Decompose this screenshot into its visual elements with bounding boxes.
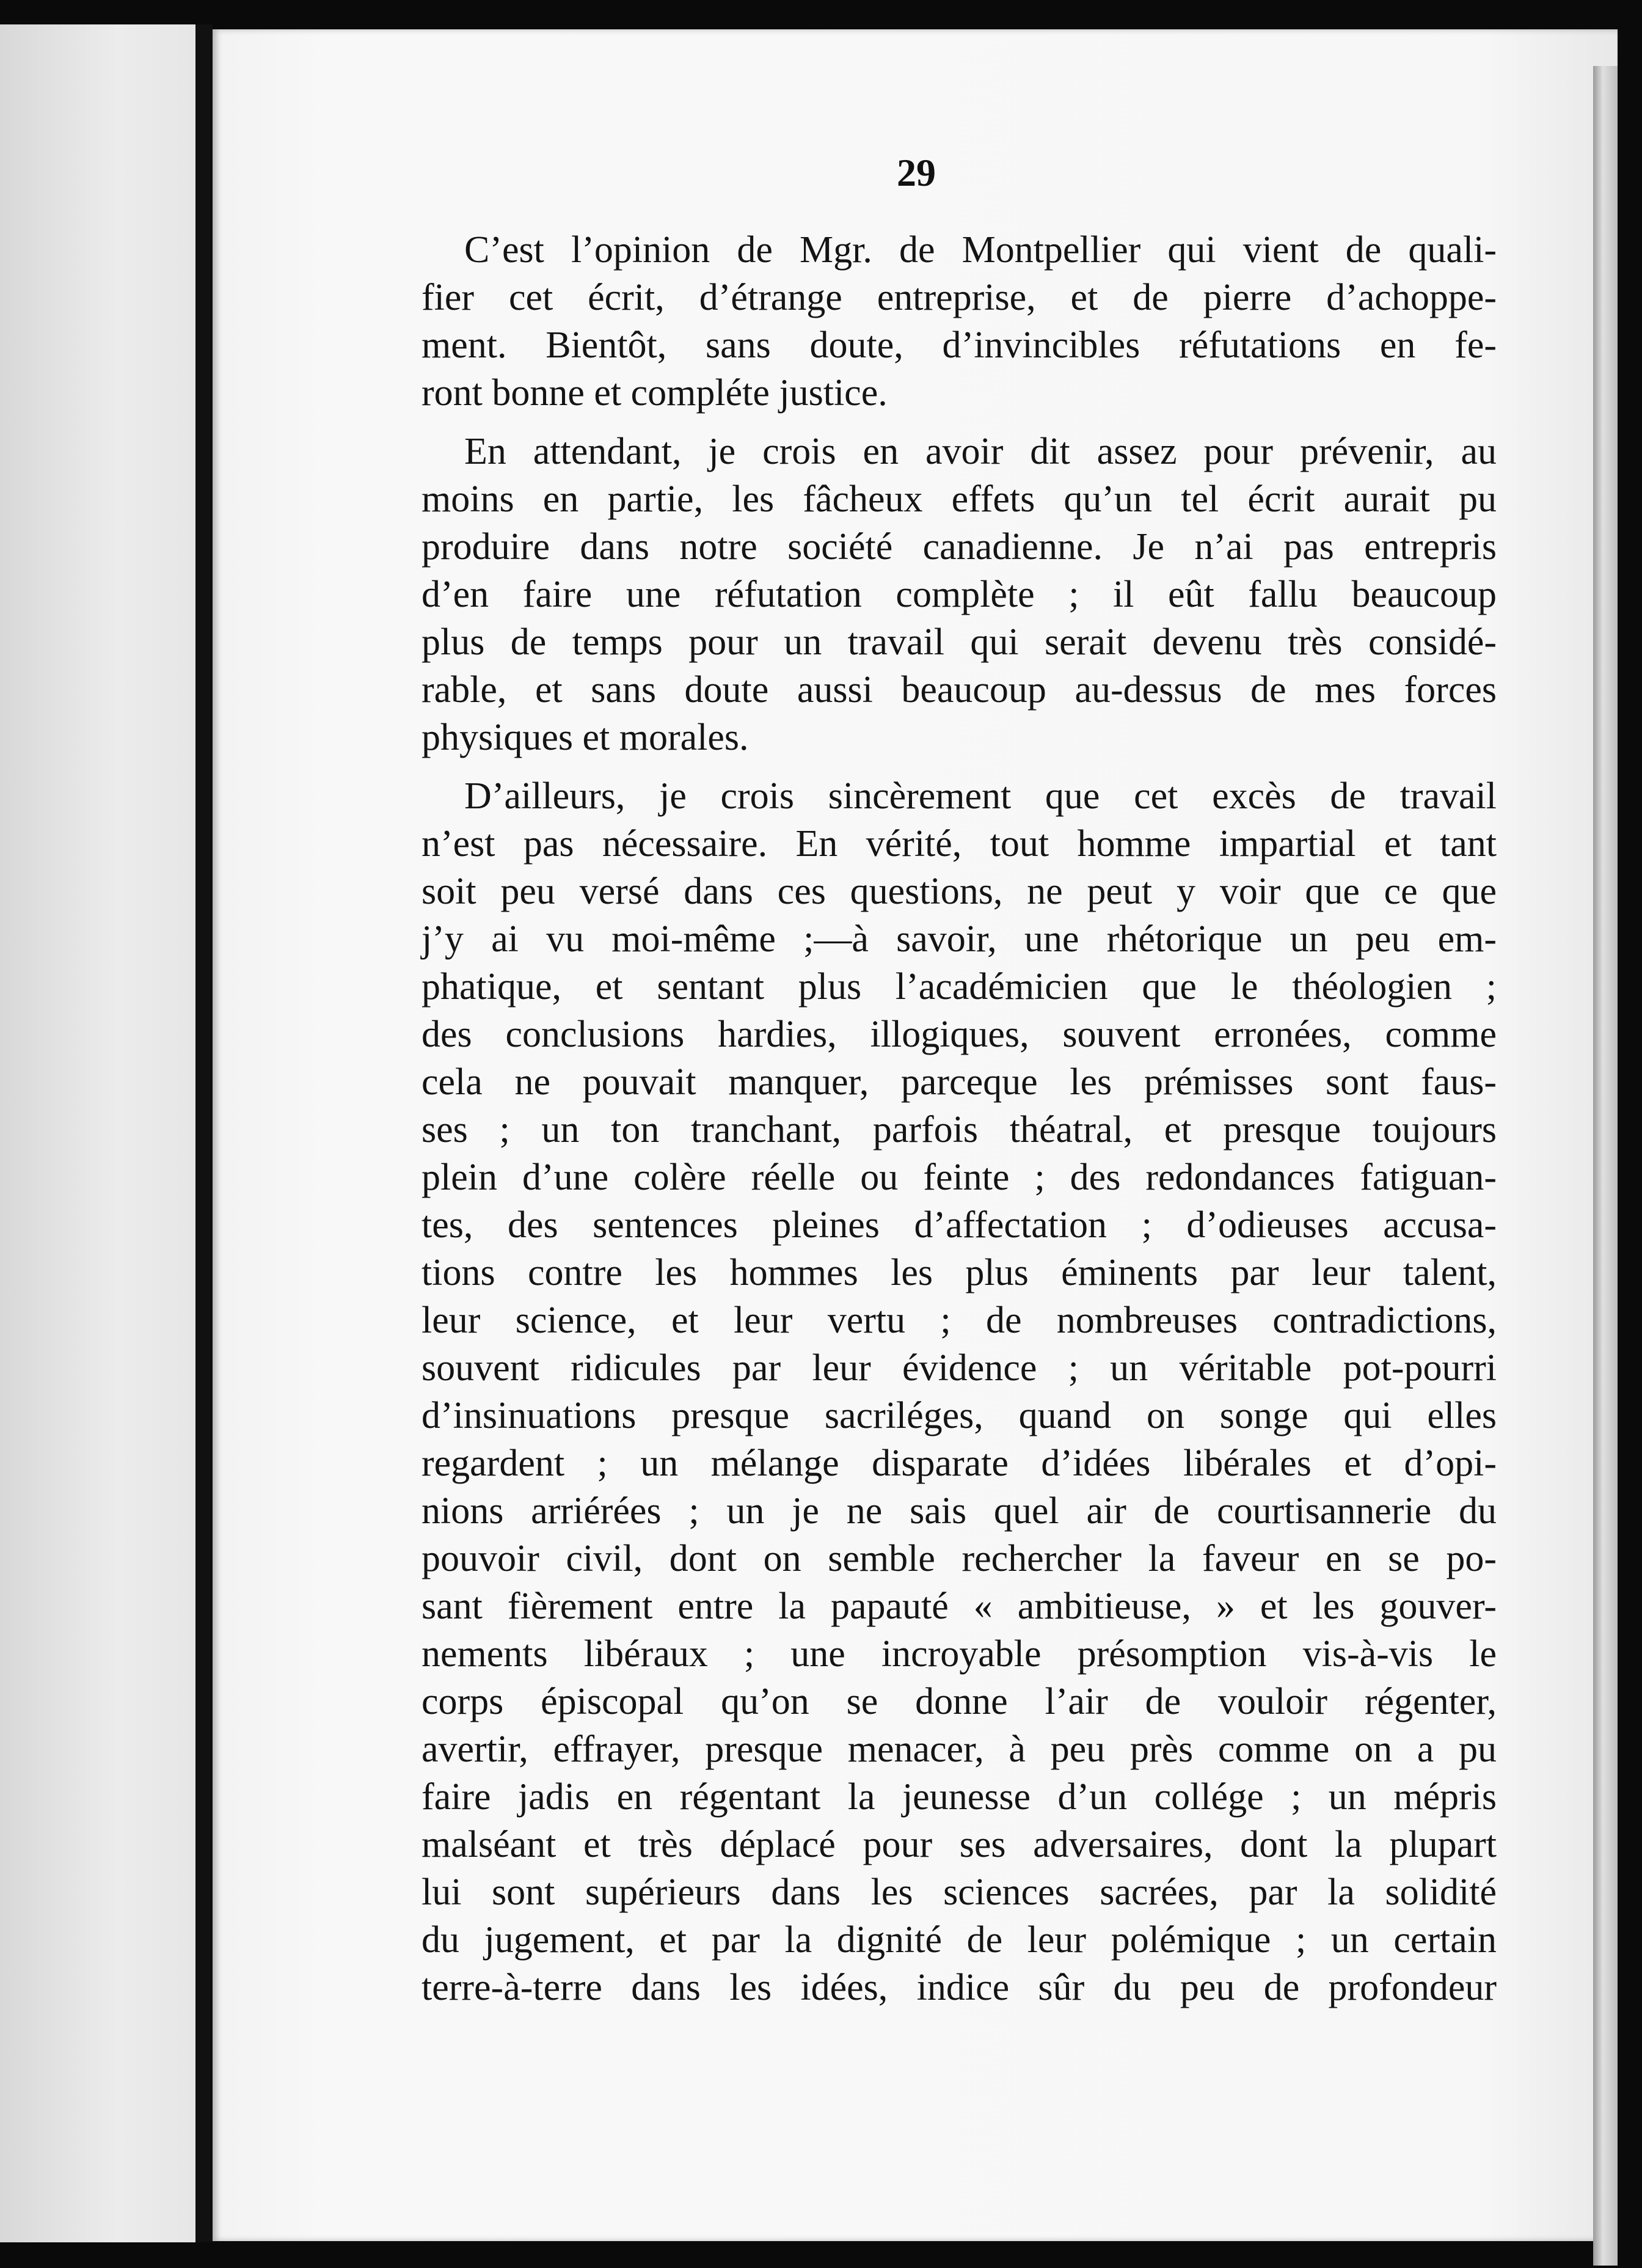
text-line: des conclusions hardies, illogiques, souvent erronées, comme: [421, 1014, 1497, 1055]
text-line: nions arriérées ; un je ne sais quel air de courtisannerie du: [421, 1490, 1497, 1532]
text-line: C’est l’opinion de Mgr. de Montpellier qui vient de quali-: [464, 229, 1497, 271]
text-line: tes, des sentences pleines d’affectation ; d’odieuses accusa-: [421, 1204, 1497, 1246]
text-line: ment. Bientôt, sans doute, d’invincibles réfutations en fe-: [421, 324, 1497, 366]
text-line: D’ailleurs, je crois sincèrement que cet excès de travail: [464, 775, 1497, 817]
text-line: d’insinuations presque sacriléges, quand on songe qui elles: [421, 1395, 1497, 1436]
text-line: produire dans notre société canadienne. Je n’ai pas entrepris: [421, 526, 1497, 568]
text-line: sant fièrement entre la papauté « ambitieuse, » et les gouver-: [421, 1586, 1497, 1627]
text-line: pouvoir civil, dont on semble rechercher la faveur en se po-: [421, 1538, 1497, 1579]
paragraph-2: [421, 428, 1497, 761]
text-line: regardent ; un mélange disparate d’idées libérales et d’opi-: [421, 1443, 1497, 1484]
text-line: corps épiscopal qu’on se donne l’air de vouloir régenter,: [421, 1681, 1497, 1722]
text-line: j’y ai vu moi-même ;—à savoir, une rhétorique un peu em-: [421, 918, 1497, 960]
page-edge: [1593, 66, 1618, 2266]
text-line: plus de temps pour un travail qui serait devenu très considé-: [421, 621, 1497, 663]
text-line: rable, et sans doute aussi beaucoup au-dessus de mes forces: [421, 669, 1497, 711]
text-line: faire jadis en régentant la jeunesse d’un collége ; un mépris: [421, 1776, 1497, 1818]
paragraph-3: [421, 772, 1497, 2011]
text-line: physiques et morales.: [421, 717, 749, 758]
left-page-fragment: [0, 24, 195, 2242]
text-line: d’en faire une réfutation complète ; il eût fallu beaucoup: [421, 574, 1497, 615]
text-line: leur science, et leur vertu ; de nombreuses contradictions,: [421, 1300, 1497, 1341]
text-line: phatique, et sentant plus l’académicien que le théologien ;: [421, 966, 1497, 1008]
text-line: ront bonne et compléte justice.: [421, 372, 888, 414]
text-line: nements libéraux ; une incroyable présomption vis-à-vis le: [421, 1633, 1497, 1675]
book-gutter: [195, 24, 213, 2242]
text-line: cela ne pouvait manquer, parceque les prémisses sont faus-: [421, 1061, 1497, 1103]
text-line: fier cet écrit, d’étrange entreprise, et de pierre d’achoppe-: [421, 277, 1497, 318]
text-line: du jugement, et par la dignité de leur polémique ; un certain: [421, 1919, 1497, 1961]
text-line: ses ; un ton tranchant, parfois théatral, et presque toujours: [421, 1109, 1497, 1150]
text-line: moins en partie, les fâcheux effets qu’un tel écrit aurait pu: [421, 478, 1497, 520]
text-line: souvent ridicules par leur évidence ; un véritable pot-pourri: [421, 1347, 1497, 1389]
text-line: En attendant, je crois en avoir dit assez pour prévenir, au: [464, 431, 1497, 472]
text-line: tions contre les hommes les plus éminents par leur talent,: [421, 1252, 1497, 1293]
page-number: 29: [897, 151, 936, 194]
text-line: soit peu versé dans ces questions, ne peut y voir que ce que: [421, 871, 1497, 912]
paragraph-1: [421, 226, 1497, 417]
text-line: n’est pas nécessaire. En vérité, tout homme impartial et tant: [421, 823, 1497, 865]
text-line: terre-à-terre dans les idées, indice sûr du peu de profondeur: [421, 1967, 1497, 2008]
text-line: avertir, effrayer, presque menacer, à peu près comme on a pu: [421, 1728, 1497, 1770]
text-line: plein d’une colère réelle ou feinte ; des redondances fatiguan-: [421, 1157, 1497, 1198]
text-line: malséant et très déplacé pour ses adversaires, dont la plupart: [421, 1824, 1497, 1865]
text-line: lui sont supérieurs dans les sciences sacrées, par la solidité: [421, 1871, 1497, 1913]
body-text: [421, 226, 1497, 2022]
